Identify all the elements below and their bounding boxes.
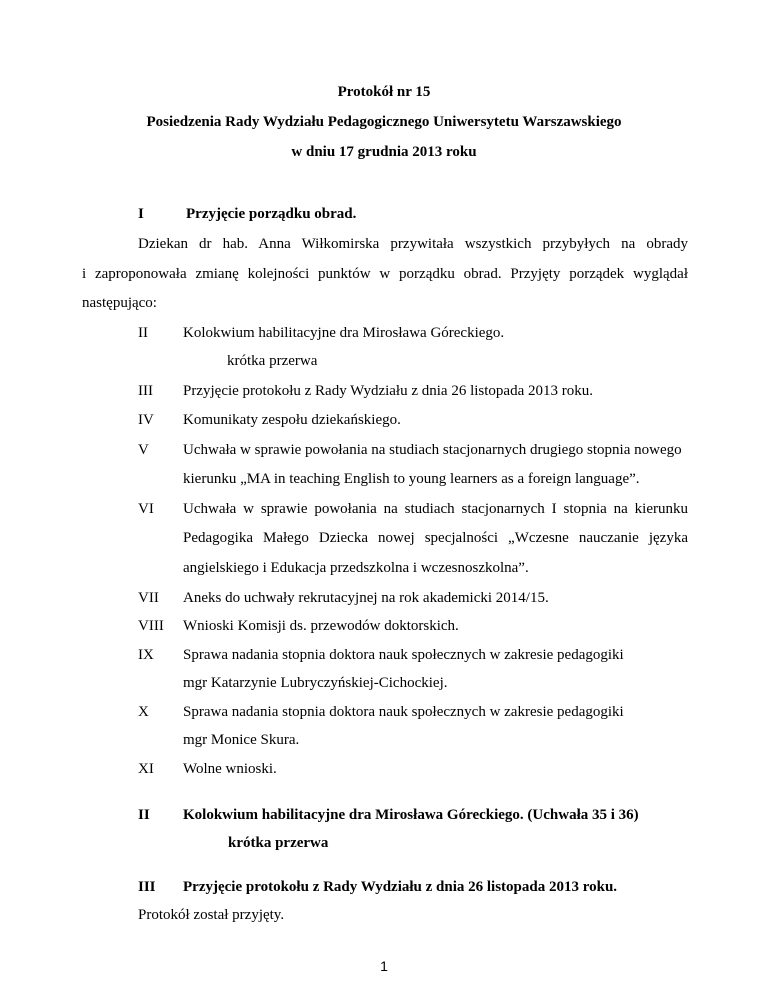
- document-date: w dniu 17 grudnia 2013 roku: [291, 144, 477, 160]
- agenda-item-number: VI: [138, 501, 154, 517]
- agenda-item-text: mgr Monice Skura.: [183, 732, 300, 748]
- agenda-item-number: XI: [138, 761, 154, 777]
- agenda-item-number: II: [138, 325, 148, 341]
- agenda-item-text: Wnioski Komisji ds. przewodów doktorskich.: [183, 618, 459, 634]
- agenda-item-text: Uchwała w sprawie powołania na studiach stacjonarnych drugiego stopnia nowego: [183, 442, 682, 458]
- section-2-heading: Kolokwium habilitacyjne dra Mirosława Góreckiego. (Uchwała 35 i 36): [183, 807, 639, 823]
- agenda-item-text: angielskiego i Edukacja przedszkolna i wczesnoszkolna”.: [183, 560, 529, 576]
- agenda-item-text: kierunku „MA in teaching English to young learners as a foreign language”.: [183, 471, 640, 487]
- agenda-item-text: Uchwała w sprawie powołania na studiach stacjonarnych I stopnia na kierunku: [183, 501, 688, 517]
- agenda-item-text: mgr Katarzynie Lubryczyńskiej-Cichockiej.: [183, 675, 448, 691]
- page-number: 1: [380, 958, 388, 974]
- agenda-item-text: Sprawa nadania stopnia doktora nauk społecznych w zakresie pedagogiki: [183, 647, 624, 663]
- section-2-subheading: krótka przerwa: [228, 835, 329, 851]
- agenda-item-number: IX: [138, 647, 154, 663]
- agenda-item-text: Kolokwium habilitacyjne dra Mirosława Góreckiego.: [183, 325, 505, 341]
- agenda-item-text: Aneks do uchwały rekrutacyjnej na rok akademicki 2014/15.: [183, 590, 549, 606]
- section-3-text: Protokół został przyjęty.: [138, 907, 285, 923]
- agenda-item-text: Pedagogika Małego Dziecka nowej specjalności „Wczesne nauczanie języka: [183, 530, 688, 546]
- agenda-item-number: IV: [138, 412, 154, 428]
- agenda-item-text: krótka przerwa: [227, 353, 318, 369]
- document-subtitle: Posiedzenia Rady Wydziału Pedagogicznego Uniwersytetu Warszawskiego: [146, 114, 622, 130]
- section-1-number: I: [138, 206, 144, 222]
- section-2-number: II: [138, 807, 150, 823]
- agenda-item-text: Wolne wnioski.: [183, 761, 277, 777]
- document-title: Protokół nr 15: [337, 84, 431, 100]
- agenda-item-number: VIII: [138, 618, 164, 634]
- section-3-number: III: [138, 879, 156, 895]
- agenda-item-number: X: [138, 704, 149, 720]
- section-1-paragraph-line: i zaproponowała zmianę kolejności punktów w porządku obrad. Przyjęty porządek wyglądał: [82, 266, 688, 282]
- agenda-item-text: Komunikaty zespołu dziekańskiego.: [183, 412, 401, 428]
- section-1-paragraph-line: Dziekan dr hab. Anna Wiłkomirska przywitała wszystkich przybyłych na obrady: [138, 236, 688, 252]
- section-1-heading: Przyjęcie porządku obrad.: [186, 206, 357, 222]
- agenda-item-number: III: [138, 383, 153, 399]
- agenda-item-number: V: [138, 442, 149, 458]
- section-3-heading: Przyjęcie protokołu z Rady Wydziału z dnia 26 listopada 2013 roku.: [183, 879, 618, 895]
- section-1-paragraph-line: następująco:: [82, 295, 157, 311]
- agenda-item-text: Przyjęcie protokołu z Rady Wydziału z dnia 26 listopada 2013 roku.: [183, 383, 593, 399]
- agenda-item-text: Sprawa nadania stopnia doktora nauk społecznych w zakresie pedagogiki: [183, 704, 624, 720]
- agenda-item-number: VII: [138, 590, 159, 606]
